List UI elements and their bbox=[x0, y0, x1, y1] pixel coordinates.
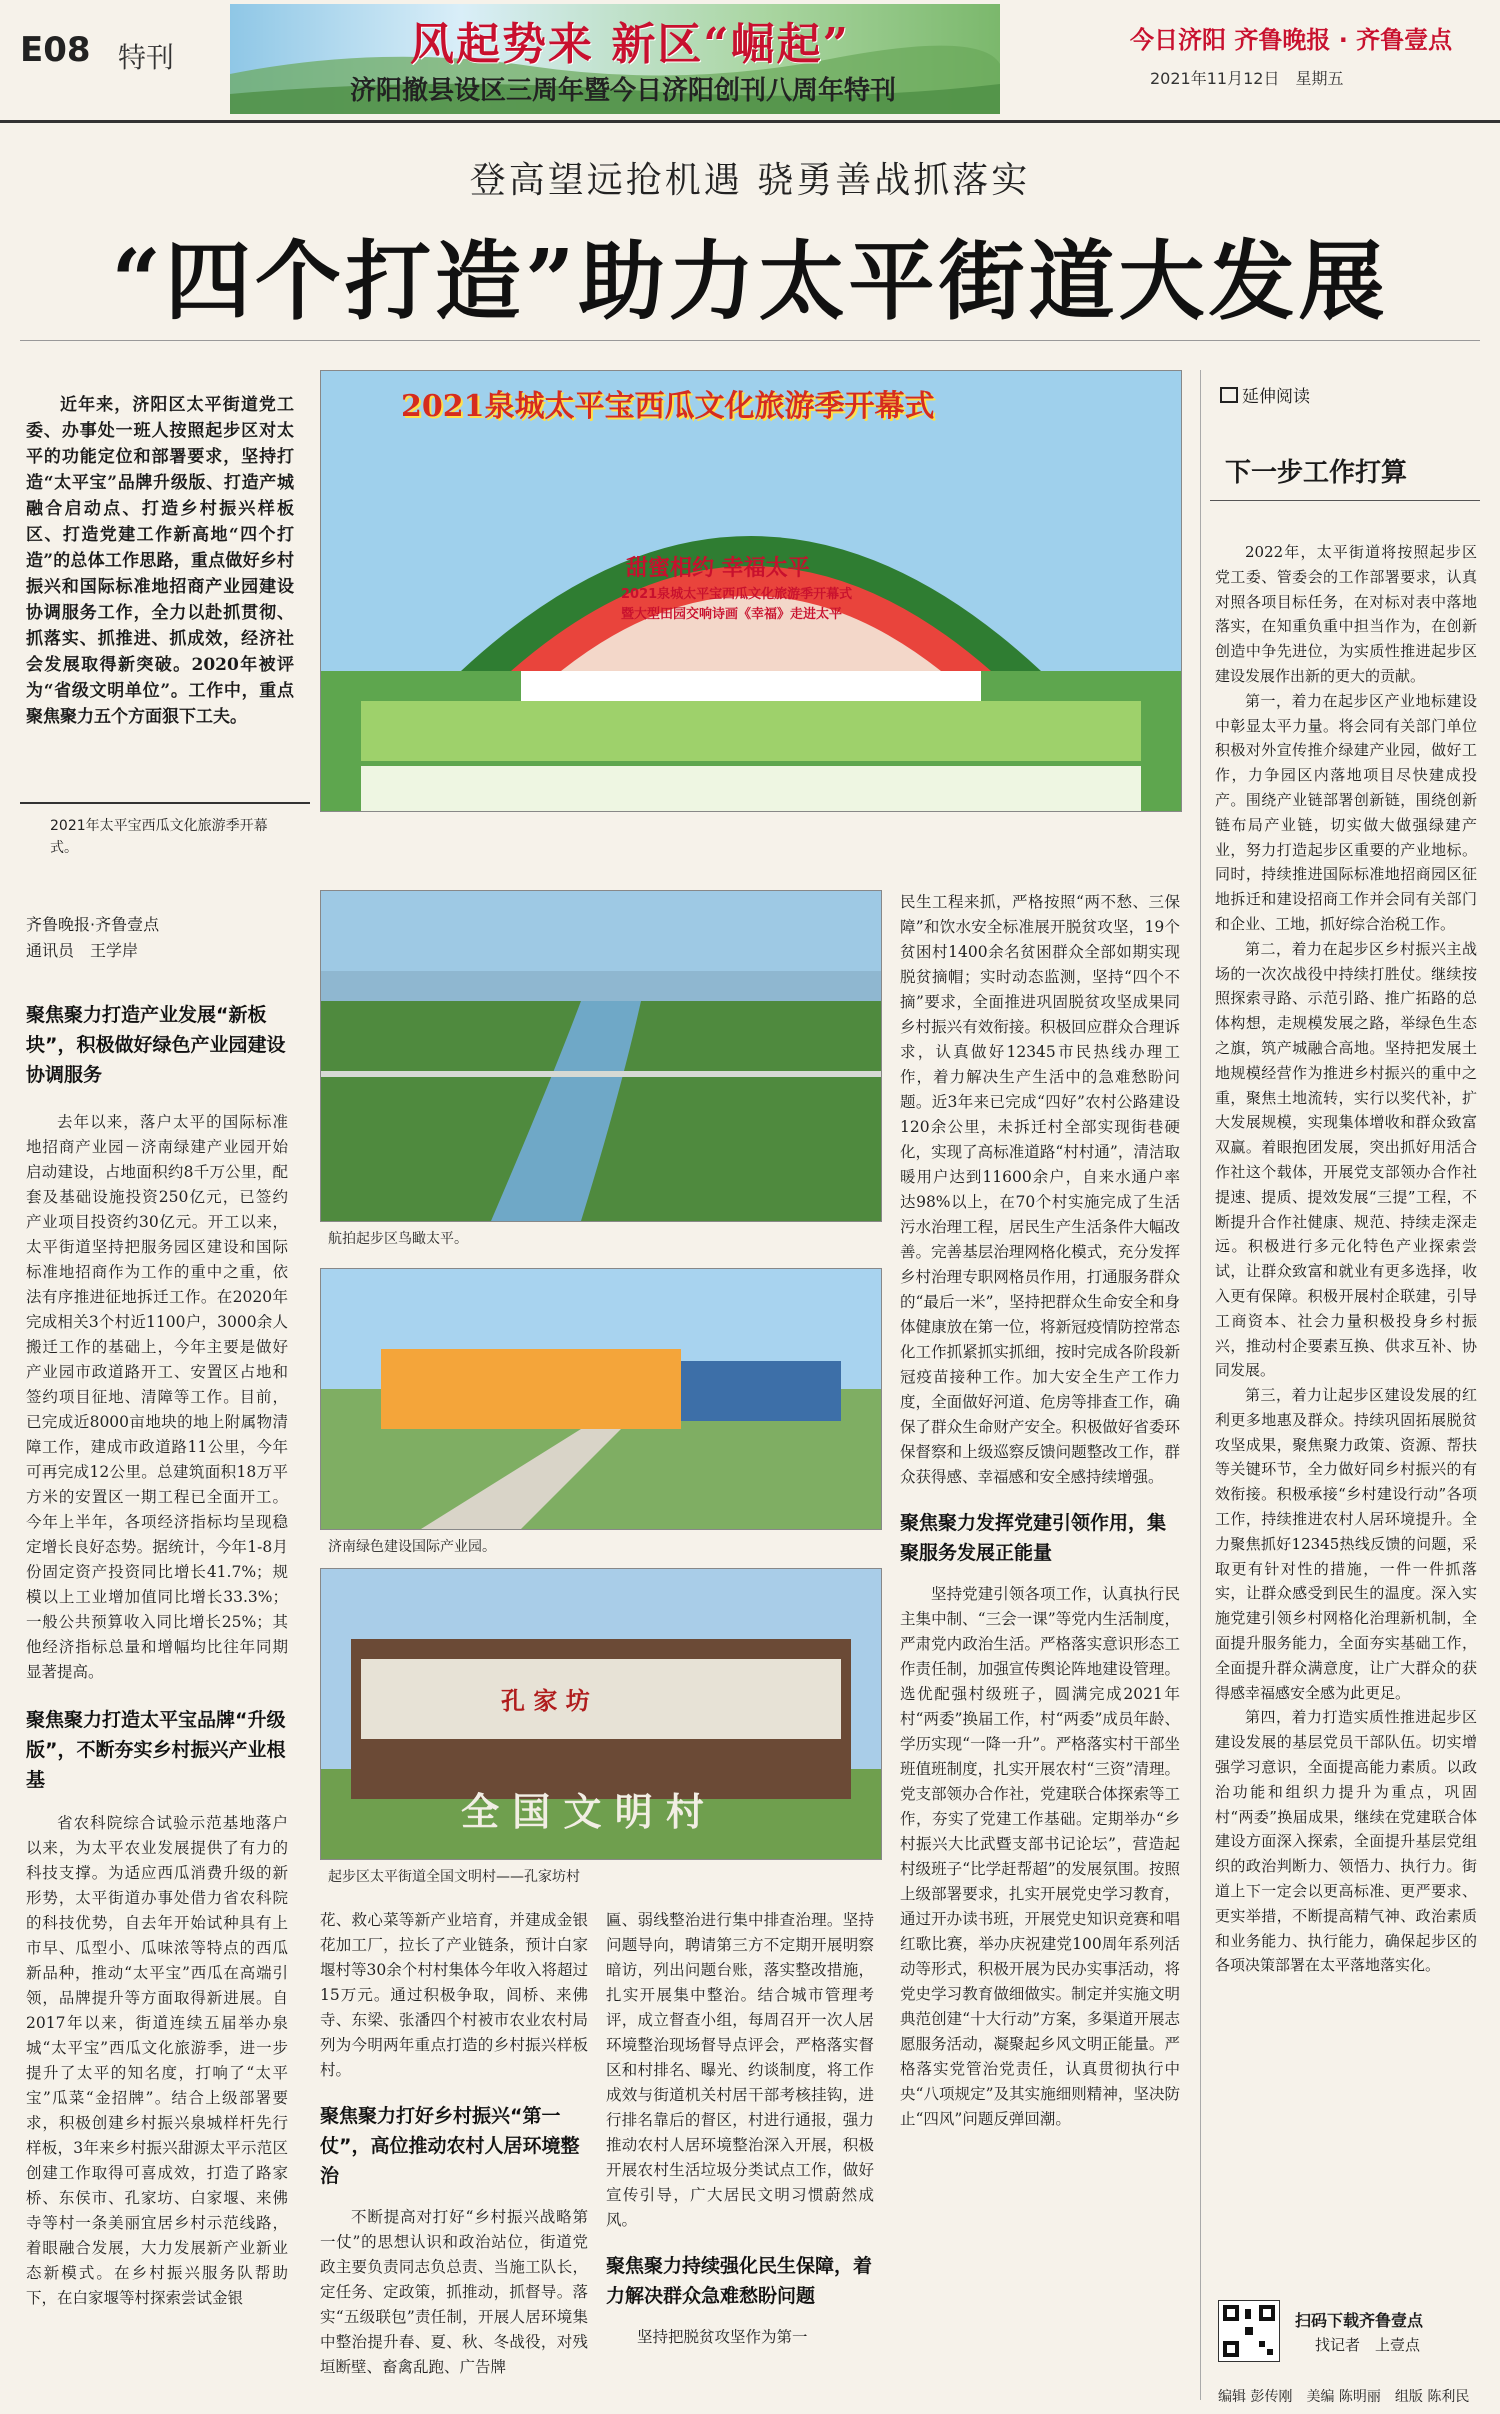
column-1 bbox=[26, 1000, 288, 2311]
byline-source: 齐鲁晚报·齐鲁壹点 bbox=[26, 915, 160, 934]
paragraph-livelihood: 坚持把脱贫攻坚作为第一 bbox=[637, 2328, 808, 2346]
lead-paragraph: 近年来，济阳区太平街道党工委、办事处一班人按照起步区对太平的功能定位和部署要求，坚持打造“太平宝”品牌升级版、打造产城融合启动点、打造乡村振兴样板区、打造党建工作新高地“四个打造”的总体工作思路，重点做好乡村振兴和国际标准地招商产业园建设协调服务工作，全力以赴抓贯彻、抓落实、抓推进、抓成效，经济社会发展取得新突破。2020年被评为“省级文明单位”。工作中，重点聚焦聚力五个方面狠下工夫。 bbox=[26, 395, 294, 727]
subhead-village: 聚焦聚力打好乡村振兴“第一仗”，高位推动农村人居环境整治 bbox=[320, 2105, 580, 2187]
lead-divider bbox=[20, 802, 310, 804]
sidebar-paragraph-2: 第二，着力在起步区乡村振兴主战场的一次次战役中持续打胜仗。继续按照探索寻路、示范引路、推广拓路的总体构想，走规模发展之路，举绿色生态之旗，筑产城融合高地。坚持把发展土地规模经营作为推进乡村振兴的重中之重，聚焦土地流转，实行以奖代补，扩大发展规模，实现集体增收和群众致富双赢。着眼抱团发展，突出抓好用活合作社这个载体，开展党支部领办合作社提速、提质、提效发展“三提”工程，不断提升合作社健康、规范、持续走深走远。积极进行多元化特色产业探索尝试，让群众致富和就业有更多选择，收入更有保障。积极开展村企联建，引导工商资本、社会力量积极投身乡村振兴，推动村企要素互换、供求互补、协同发展。 bbox=[1215, 939, 1477, 1380]
byline bbox=[26, 912, 159, 964]
headline-divider bbox=[20, 340, 1480, 341]
paragraph-village: 不断提高对打好“乡村振兴战略第一仗”的思想认识和政治站位，街道党政主要负责同志负总责、当施工队长，定任务、定政策，抓推动，抓督导。落实“五级联包”责任制，开展人居环境集中整治提升春、夏、秋、冬战役，对残垣断壁、畜禽乱跑、广告牌 bbox=[320, 2208, 588, 2376]
stage-subtitle: 暨大型田园交响诗画《幸福》走进太平 bbox=[621, 607, 843, 622]
paragraph-industry: 去年以来，落户太平的国际标准地招商产业园－济南绿建产业园开始启动建设，占地面积约8千万公里，配套及基础设施投资250亿元，已签约产业项目投资约30亿元。开工以来，太平街道坚持把服务园区建设和国际标准地招商作为工作的重中之重，依法有序推进征地拆迁工作。在2020年完成相关3个村近1100户，3000余人搬迁工作的基础上，今年主要是做好产业园市政道路开工、安置区占地和签约项目征地、清障等工作。目前，已完成近8000亩地块的地上附属物清障工作，建成市政道路11公里，今年可再完成12公里。总建筑面积18万平方米的安置区一期工程已全面开工。今年上半年，各项经济指标均呈现稳定增长良好态势。据统计，今年1-8月份固定资产投资同比增长41.7%；规模以上工业增加值同比增长33.3%；一般公共预算收入同比增长25%；其他经济指标总量和增幅均比往年同期显著提高。 bbox=[26, 1113, 288, 1681]
newspaper-masthead: 今日济阳 齐鲁晚报 · 齐鲁壹点 bbox=[1130, 26, 1453, 54]
festival-banner-text: 2021泉城太平宝西瓜文化旅游季开幕式 bbox=[401, 389, 935, 424]
qr-code-icon bbox=[1219, 2301, 1279, 2361]
sidebar-paragraph-4: 第四，着力打造实质性推进起步区建设发展的基层党员干部队伍。切实增强学习意识，全面提高能力素质。以政治功能和组织力提升为重点，巩固村“两委”换届成果，继续在党建联合体建设方面深入探索，全面提升基层党组织的政治判断力、领悟力、执行力。街道上下一定会以更高标准、更严要求、更实举措，不断提高精气神、政治素质和业务能力、执行能力，确保起步区的各项决策部署在太平落地落实化。 bbox=[1215, 1708, 1477, 1975]
park-photo-caption: 济南绿色建设国际产业园。 bbox=[328, 1539, 496, 1555]
section-name: 特刊 bbox=[118, 41, 175, 74]
village-photo-caption: 起步区太平街道全国文明村——孔家坊村 bbox=[328, 1869, 580, 1885]
photo-river-aerial bbox=[320, 890, 882, 1222]
sidebar-title: 下一步工作打算 bbox=[1225, 458, 1408, 488]
qr-title: 扫码下载齐鲁壹点 bbox=[1295, 2311, 1424, 2330]
paragraph-brand: 省农科院综合试验示范基地落户以来，为太平农业发展提供了有力的科技支撑。为适应西瓜消费升级的新形势，太平街道办事处借力省农科院的科技优势，自去年开始试种具有上市早、瓜型小、瓜味浓等特点的西瓜新品种，推动“太平宝”西瓜在高端引领，品牌提升等方面取得新进展。自2017年以来，街道连续五届举办泉城“太平宝”西瓜文化旅游季，进一步提升了太平的知名度，打响了“太平宝”瓜菜“金招牌”。结合上级部署要求，积极创建乡村振兴泉城样杆先行样板，3年来乡村振兴甜源太平示范区创建工作取得可喜成效，打造了路家桥、东侯市、孔家坊、白家堰、来佛寺等村一条美丽宜居乡村示范线路，着眼融合发展，大力发展新产业新业态新模式。在乡村振兴服务队帮助下，在白家堰等村探索尝试金银 bbox=[26, 1814, 288, 2307]
special-issue-banner bbox=[230, 4, 1000, 114]
photo-civilized-village bbox=[320, 1568, 882, 1860]
paragraph-livelihood-cont: 民生工程来抓，严格按照“两不愁、三保障”和饮水安全标准展开脱贫攻坚，19个贫困村1400余名贫困群众全部如期实现脱贫摘帽；实时动态监测，坚持“四个不摘”要求，全面推进巩固脱贫攻坚成果同乡村振兴有效衔接。积极回应群众合理诉求，认真做好12345市民热线办理工作，着力解决生产生活中的急难愁盼问题。近3年来已完成“四好”农村公路建设120余公里，未拆迁村全部实现街巷硬化，实现了高标准道路“村村通”，清洁取暖用户达到11600余户，自来水通户率达98%以上，在70个村实施完成了生活污水治理工程，居民生产生活条件大幅改善。完善基层治理网格化模式，充分发挥乡村治理专职网格员作用，打通服务群众的“最后一米”，坚持把群众生命安全和身体健康放在第一位，将新冠疫情防控常态化工作抓紧抓实抓细，按时完成各阶段新冠疫苗接种工作。加大安全生产工作力度，全面做好河道、危房等排查工作，确保了群众生命财产安全。积极做好省委环保督察和上级巡察反馈问题整改工作，群众获得感、幸福感和安全感持续增强。 bbox=[900, 893, 1180, 1486]
village-sign-text: 孔 家 坊 bbox=[501, 1686, 590, 1715]
subhead-brand: 聚焦聚力打造太平宝品牌“升级版”，不断夯实乡村振兴产业根基 bbox=[26, 1709, 286, 1791]
photo-industrial-park bbox=[320, 1268, 882, 1530]
column-2 bbox=[320, 1908, 588, 2380]
paragraph-industry-cont: 花、救心菜等新产业培育，并建成金银花加工厂，拉长了产业链条，预计白家堰村等30余个村村集体今年收入将超过15万元。通过积极争取，闾桥、来佛寺、东梁、张潘四个村被市农业农村局列为今明两年重点打造的乡村振兴样板村。 bbox=[320, 1911, 588, 2079]
sidebar-paragraph-1: 第一，着力在起步区产业地标建设中彰显太平力量。将会同有关部门单位积极对外宣传推介绿建产业园，做好工作，力争园区内落地项目尽快建成投产。围绕产业链部署创新链，围绕创新链布局产业链，切实做大做强绿建产业，努力打造起步区重要的产业地标。同时，持续推进国际标准地招商园区征地拆迁和建设招商工作并会同有关部门和企业、工地，抓好综合治税工作。 bbox=[1215, 691, 1477, 933]
banner-subtitle: 济阳撤县设区三周年暨今日济阳创刊八周年特刊 bbox=[350, 76, 897, 106]
main-headline: “四个打造”助力太平街道大发展 bbox=[111, 231, 1389, 332]
header-divider bbox=[0, 120, 1500, 123]
river-photo-caption: 航拍起步区鸟瞰太平。 bbox=[328, 1231, 468, 1247]
sidebar-title-rule bbox=[1210, 500, 1480, 501]
book-icon bbox=[1220, 387, 1238, 403]
qr-code[interactable] bbox=[1218, 2300, 1280, 2362]
page-number: E08 bbox=[20, 30, 91, 70]
village-ground-text: 全 国 文 明 村 bbox=[461, 1789, 704, 1834]
banner-title: 风起势来 新区“崛起” bbox=[410, 19, 850, 70]
main-photo-caption: 2021年太平宝西瓜文化旅游季开幕式。 bbox=[50, 818, 268, 856]
stage-slogan: 甜蜜相约 幸福太平 bbox=[626, 555, 810, 581]
paragraph-party-building: 坚持党建引领各项工作，认真执行民主集中制、“三会一课”等党内生活制度，严肃党内政治生活。严格落实意识形态工作责任制，加强宣传舆论阵地建设管理。选优配强村级班子，圆满完成2021年村“两委”换届工作，村“两委”成员年龄、学历实现“一降一升”。严格落实村干部坐班值班制度，扎实开展农村“三资”清理。党支部领办合作社，党建联合体探索等工作，夯实了党建工作基础。定期举办“乡村振兴大比武暨支部书记论坛”，营造起村级班子“比学赶帮超”的发展氛围。按照上级部署要求，扎实开展党史学习教育，通过开办读书班，开展党史知识竞赛和唱红歌比赛，举办庆祝建党100周年系列活动等形式，积极开展为民办实事活动，将党史学习教育做细做实。制定并实施文明典范创建“十大行动”方案，多渠道开展志愿服务活动，凝聚起乡风文明正能量。严格落实党管治党责任，认真贯彻执行中央“八项规定”及其实施细则精神，坚决防止“四风”问题反弹回潮。 bbox=[900, 1585, 1180, 2128]
extended-reading-label: 延伸阅读 bbox=[1242, 387, 1310, 407]
byline-reporter: 通讯员 王学岸 bbox=[26, 941, 139, 960]
subhead-industry: 聚焦聚力打造产业发展“新板块”，积极做好绿色产业园建设协调服务 bbox=[26, 1004, 286, 1086]
extended-reading-tag bbox=[1220, 382, 1310, 407]
issue-date: 2021年11月12日 星期五 bbox=[1150, 69, 1344, 88]
sidebar-paragraph-intro: 2022年，太平街道将按照起步区党工委、管委会的工作部署要求，认真对照各项目标任务，在对标对表中落地落实，在知重负重中担当作为，在创新创造中争先进位，为实质性推进起步区建设发展作出新的更大的贡献。 bbox=[1215, 543, 1477, 685]
sidebar-divider bbox=[1200, 370, 1201, 2400]
sidebar-body bbox=[1215, 540, 1477, 1978]
subhead-livelihood: 聚焦聚力持续强化民生保障，着力解决群众急难愁盼问题 bbox=[606, 2255, 873, 2307]
stage-title: 2021泉城太平宝西瓜文化旅游季开幕式 bbox=[621, 587, 853, 602]
qr-subtitle: 找记者 上壹点 bbox=[1315, 2336, 1421, 2354]
kicker-headline: 登高望远抢机遇 骁勇善战抓落实 bbox=[469, 160, 1031, 201]
column-3 bbox=[606, 1908, 874, 2350]
column-4 bbox=[900, 890, 1180, 2132]
main-photo-festival bbox=[320, 370, 1182, 812]
sidebar-paragraph-3: 第三，着力让起步区建设发展的红利更多地惠及群众。持续巩固拓展脱贫攻坚成果，聚焦聚力政策、资源、帮扶等关键环节，全力做好同乡村振兴的有效衔接。积极承接“乡村建设行动”各项工作，持续推进农村人居环境提升。全力聚焦抓好12345热线反馈的问题，采取更有针对性的措施，一件一件抓落实，让群众感受到民生的温度。深入实施党建引领乡村网格化治理新机制，全面提升服务能力，全面夯实基础工作，全面提升群众满意度，让广大群众的获得感幸福感安全感为此更足。 bbox=[1215, 1386, 1477, 1702]
paragraph-village-cont: 匾、弱线整治进行集中排查治理。坚持问题导向，聘请第三方不定期开展明察暗访，列出问题台账，落实整改措施，扎实开展集中整治。结合城市管理考评，成立督查小组，每周召开一次人居环境整治现场督导点评会，严格落实督区和村排名、曝光、约谈制度，将工作成效与街道机关村居干部考核挂钩，进行排名靠后的督区，村进行通报，强力推动农村人居环境整治深入开展，积极开展农村生活垃圾分类试点工作，做好宣传引导，广大居民文明习惯蔚然成风。 bbox=[606, 1911, 874, 2229]
editor-credits: 编辑 彭传刚 美编 陈明丽 组版 陈利民 bbox=[1218, 2389, 1470, 2405]
subhead-party-building: 聚焦聚力发挥党建引领作用，集聚服务发展正能量 bbox=[900, 1512, 1167, 1564]
